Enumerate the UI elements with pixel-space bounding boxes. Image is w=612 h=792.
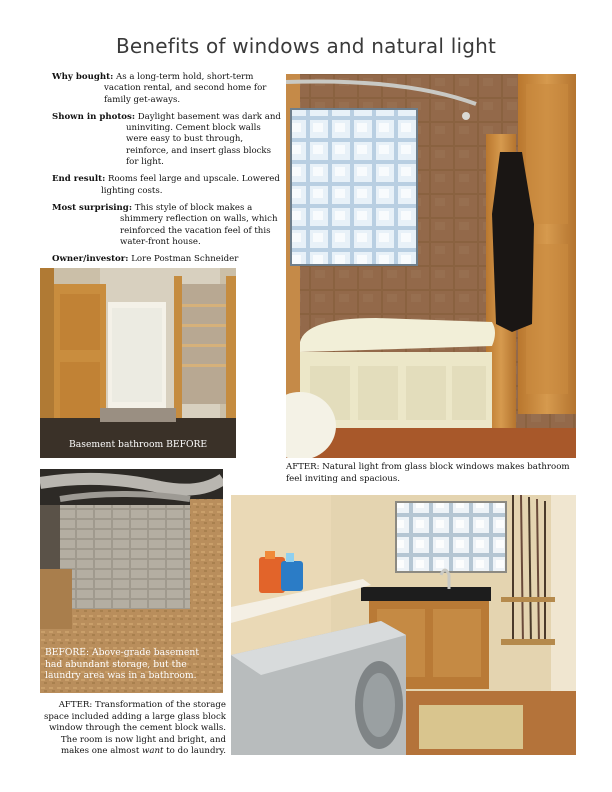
fact-owner-investor: Owner/investor: Lore Postman Schneider (52, 254, 239, 265)
caption-basement-before: BEFORE: Above-grade basement had abundant storage, but the laundry area was in a bathroom. (45, 647, 200, 681)
project-facts (52, 72, 284, 271)
caption-bathroom-after: AFTER: Natural light from glass block windows makes bathroom feel inviting and spacious. (286, 462, 570, 484)
photo-bathroom-after (286, 74, 576, 458)
page-title: Benefits of windows and natural light (115, 34, 497, 58)
fact-shown-in-photos: Shown in photos: Daylight basement was dark and uninviting. Cement block walls were easy to bust through, reinforce, and insert glass blocks for light. (52, 111, 281, 168)
photo-laundry-after (231, 495, 576, 755)
fact-why-bought: Why bought: As a long-term hold, short-term vacation rental, and second home for family get-aways. (52, 72, 267, 105)
bathroom-after-illustration (286, 74, 576, 458)
fact-end-result: End result: Rooms feel large and upscale. Lowered lighting costs. (52, 174, 280, 196)
laundry-after-illustration (231, 495, 576, 755)
fact-most-surprising: Most surprising: This style of block makes a shimmery reflection on walls, which reinforced the vacation feel of this water-front house. (52, 202, 278, 247)
bathroom-before-illustration (40, 268, 236, 458)
caption-bathroom-before: Basement bathroom BEFORE (69, 439, 208, 450)
photo-basement-before (40, 469, 223, 693)
caption-laundry-after: AFTER: Transformation of the storage space included adding a large glass block window through the cement block walls. The room is now light and bright, and makes one almost want to do laundry. (43, 700, 226, 756)
photo-bathroom-before (40, 268, 236, 458)
